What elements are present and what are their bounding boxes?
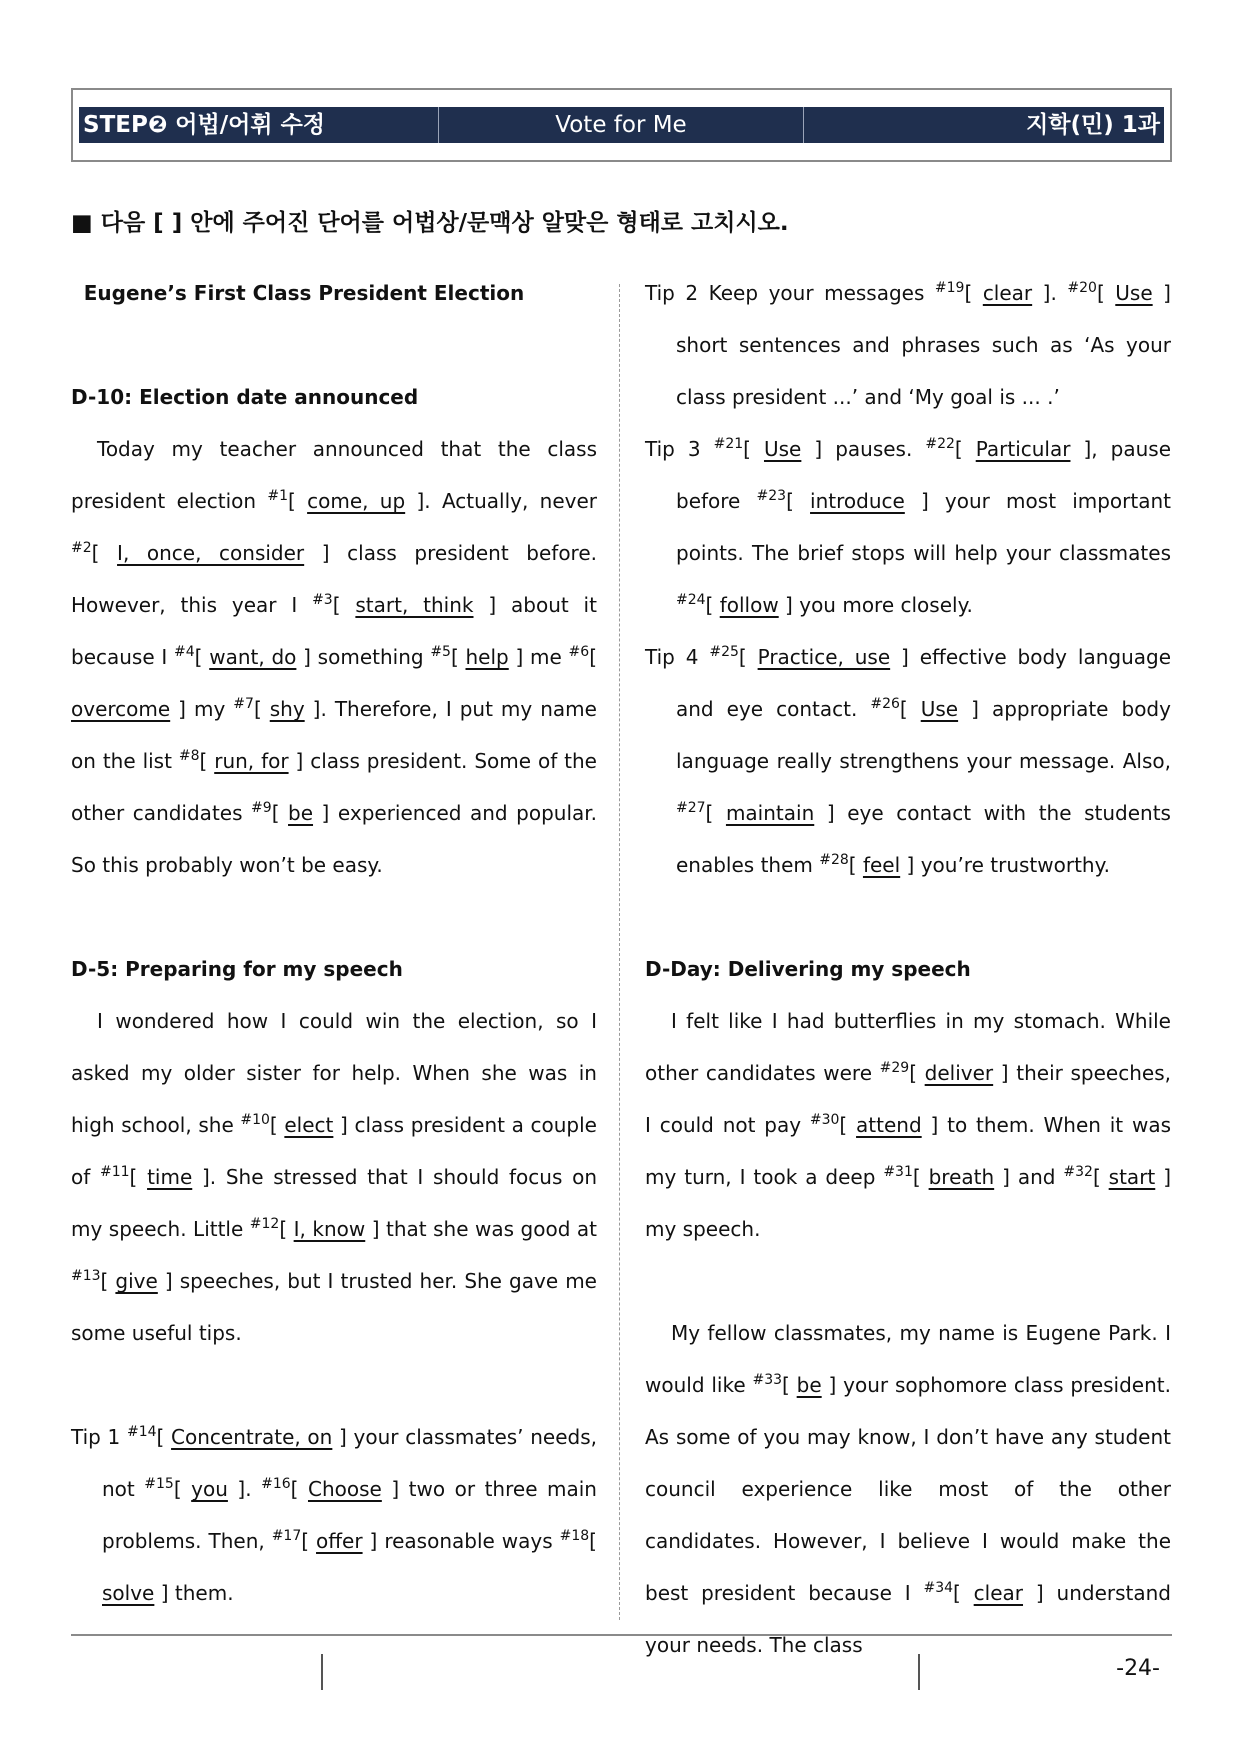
- answer-blank[interactable]: shy: [269, 697, 305, 721]
- textbook-label: 지학(민) 1과: [1026, 112, 1160, 138]
- instruction: ■ 다음 [ ] 안에 주어진 단어를 어법상/문맥상 알맞은 형태로 고치시오.: [71, 210, 789, 236]
- section-heading-d10: D-10: Election date announced: [71, 385, 419, 409]
- answer-blank[interactable]: start: [1108, 1165, 1156, 1189]
- answer-blank[interactable]: follow: [719, 593, 779, 617]
- tip-1: Tip 1 $^{\#14}$[ Concentrate, on ] your classmates’ needs, not $^{\#15}$[ you ]. $^{\#16}$[ Choose ] two or three main problems. Then, $^{\#17}$[ offer ] reasonable ways $^{\#18}$[ solve ] them.: [71, 1424, 597, 1605]
- left-column: [71, 267, 597, 1619]
- page-number: -24-: [1116, 1656, 1160, 1681]
- answer-blank[interactable]: want, do: [209, 645, 297, 669]
- answer-blank[interactable]: be: [288, 801, 314, 825]
- answer-blank[interactable]: attend: [856, 1113, 922, 1137]
- answer-blank[interactable]: Practice, use: [757, 645, 891, 669]
- tip-2: Tip 2 Keep your messages $^{\#19}$[ clear ]. $^{\#20}$[ Use ] short sentences and phrases such as ‘As your class president ...’ and ‘My goal is ... .’: [645, 280, 1171, 409]
- answer-blank[interactable]: elect: [284, 1113, 334, 1137]
- answer-blank[interactable]: Particular: [975, 437, 1071, 461]
- right-column: [645, 267, 1171, 1671]
- footer-divider: [918, 1654, 920, 1690]
- answer-blank[interactable]: offer: [316, 1529, 363, 1553]
- answer-blank[interactable]: run, for: [214, 749, 289, 773]
- paragraph-dday: I felt like I had butterflies in my stomach. While other candidates were $^{\#29}$[ deliver ] their speeches, I could not pay $^{\#30}$[ attend ] to them. When it was my turn, I took a deep $^{\#31}$[ breath ] and $^{\#32}$[ start ] my speech.: [645, 1009, 1171, 1241]
- answer-blank[interactable]: clear: [973, 1581, 1024, 1605]
- answer-blank[interactable]: I, know: [293, 1217, 366, 1241]
- section-heading-dday: D-Day: Delivering my speech: [645, 957, 971, 981]
- footer-rule: [71, 1634, 1172, 1636]
- answer-blank[interactable]: start, think: [355, 593, 474, 617]
- lesson-title: Vote for Me: [439, 107, 804, 143]
- answer-blank[interactable]: overcome: [71, 697, 171, 721]
- answer-blank[interactable]: be: [796, 1373, 822, 1397]
- answer-blank[interactable]: solve: [102, 1581, 155, 1605]
- passage-title: Eugene’s First Class President Election: [83, 281, 525, 305]
- answer-blank[interactable]: Concentrate, on: [171, 1425, 333, 1449]
- paragraph-d5: I wondered how I could win the election, so I asked my older sister for help. When she was in high school, she $^{\#10}$[ elect ] class president a couple of $^{\#11}$[ time ]. She stressed that I should focus on my speech. Little $^{\#12}$[ I, know ] that she was good at $^{\#13}$[ give ] speeches, but I trusted her. She gave me some useful tips.: [71, 1009, 598, 1345]
- answer-blank[interactable]: give: [115, 1269, 158, 1293]
- answer-blank[interactable]: clear: [982, 281, 1033, 305]
- answer-blank[interactable]: maintain: [725, 801, 815, 825]
- answer-blank[interactable]: deliver: [924, 1061, 994, 1085]
- header-bar: [79, 107, 1164, 143]
- answer-blank[interactable]: you: [191, 1477, 228, 1501]
- answer-blank[interactable]: Use: [763, 437, 802, 461]
- tip-3: Tip 3 $^{\#21}$[ Use ] pauses. $^{\#22}$[ Particular ], pause before $^{\#23}$[ introduce ] your most important points. The brief stops will help your classmates $^{\#24}$[ follow ] you more closely.: [645, 436, 1172, 617]
- column-divider: [619, 284, 620, 1620]
- answer-blank[interactable]: Choose: [307, 1477, 382, 1501]
- header-box: [71, 88, 1172, 162]
- answer-blank[interactable]: I, once, consider: [117, 541, 305, 565]
- answer-blank[interactable]: Use: [920, 697, 959, 721]
- section-heading-d5: D-5: Preparing for my speech: [71, 957, 403, 981]
- step-label: STEP❷ 어법/어휘 수정: [79, 107, 439, 143]
- footer-divider: [321, 1654, 323, 1690]
- tip-4: Tip 4 $^{\#25}$[ Practice, use ] effective body language and eye contact. $^{\#26}$[ Use ] appropriate body language really strengthens your message. Also, $^{\#27}$[ maintain ] eye contact with the students enables them $^{\#28}$[ feel ] you’re trustworthy.: [645, 644, 1172, 877]
- paragraph-speech: My fellow classmates, my name is Eugene Park. I would like $^{\#33}$[ be ] your sophomore class president. As some of you may know, I don’t have any student council experience like most of the other candidates. However, I believe I would make the best president because I $^{\#34}$[ clear ] understand your needs. The class: [645, 1321, 1171, 1657]
- answer-blank[interactable]: feel: [862, 853, 901, 877]
- answer-blank[interactable]: help: [465, 645, 509, 669]
- answer-blank[interactable]: Use: [1115, 281, 1153, 305]
- answer-blank[interactable]: come, up: [307, 489, 406, 513]
- paragraph-d10: Today my teacher announced that the class president election $^{\#1}$[ come, up ]. Actually, never $^{\#2}$[ I, once, consider ] class president before. However, this year I $^{\#3}$[ start, think ] about it because I $^{\#4}$[ want, do ] something $^{\#5}$[ help ] me $^{\#6}$[ overcome ] my $^{\#7}$[ shy ]. Therefore, I put my name on the list $^{\#8}$[ run, for ] class president. Some of the other candidates $^{\#9}$[ be ] experienced and popular. So this probably won’t be easy.: [71, 437, 597, 877]
- answer-blank[interactable]: time: [147, 1165, 193, 1189]
- answer-blank[interactable]: breath: [928, 1165, 995, 1189]
- answer-blank[interactable]: introduce: [810, 489, 905, 513]
